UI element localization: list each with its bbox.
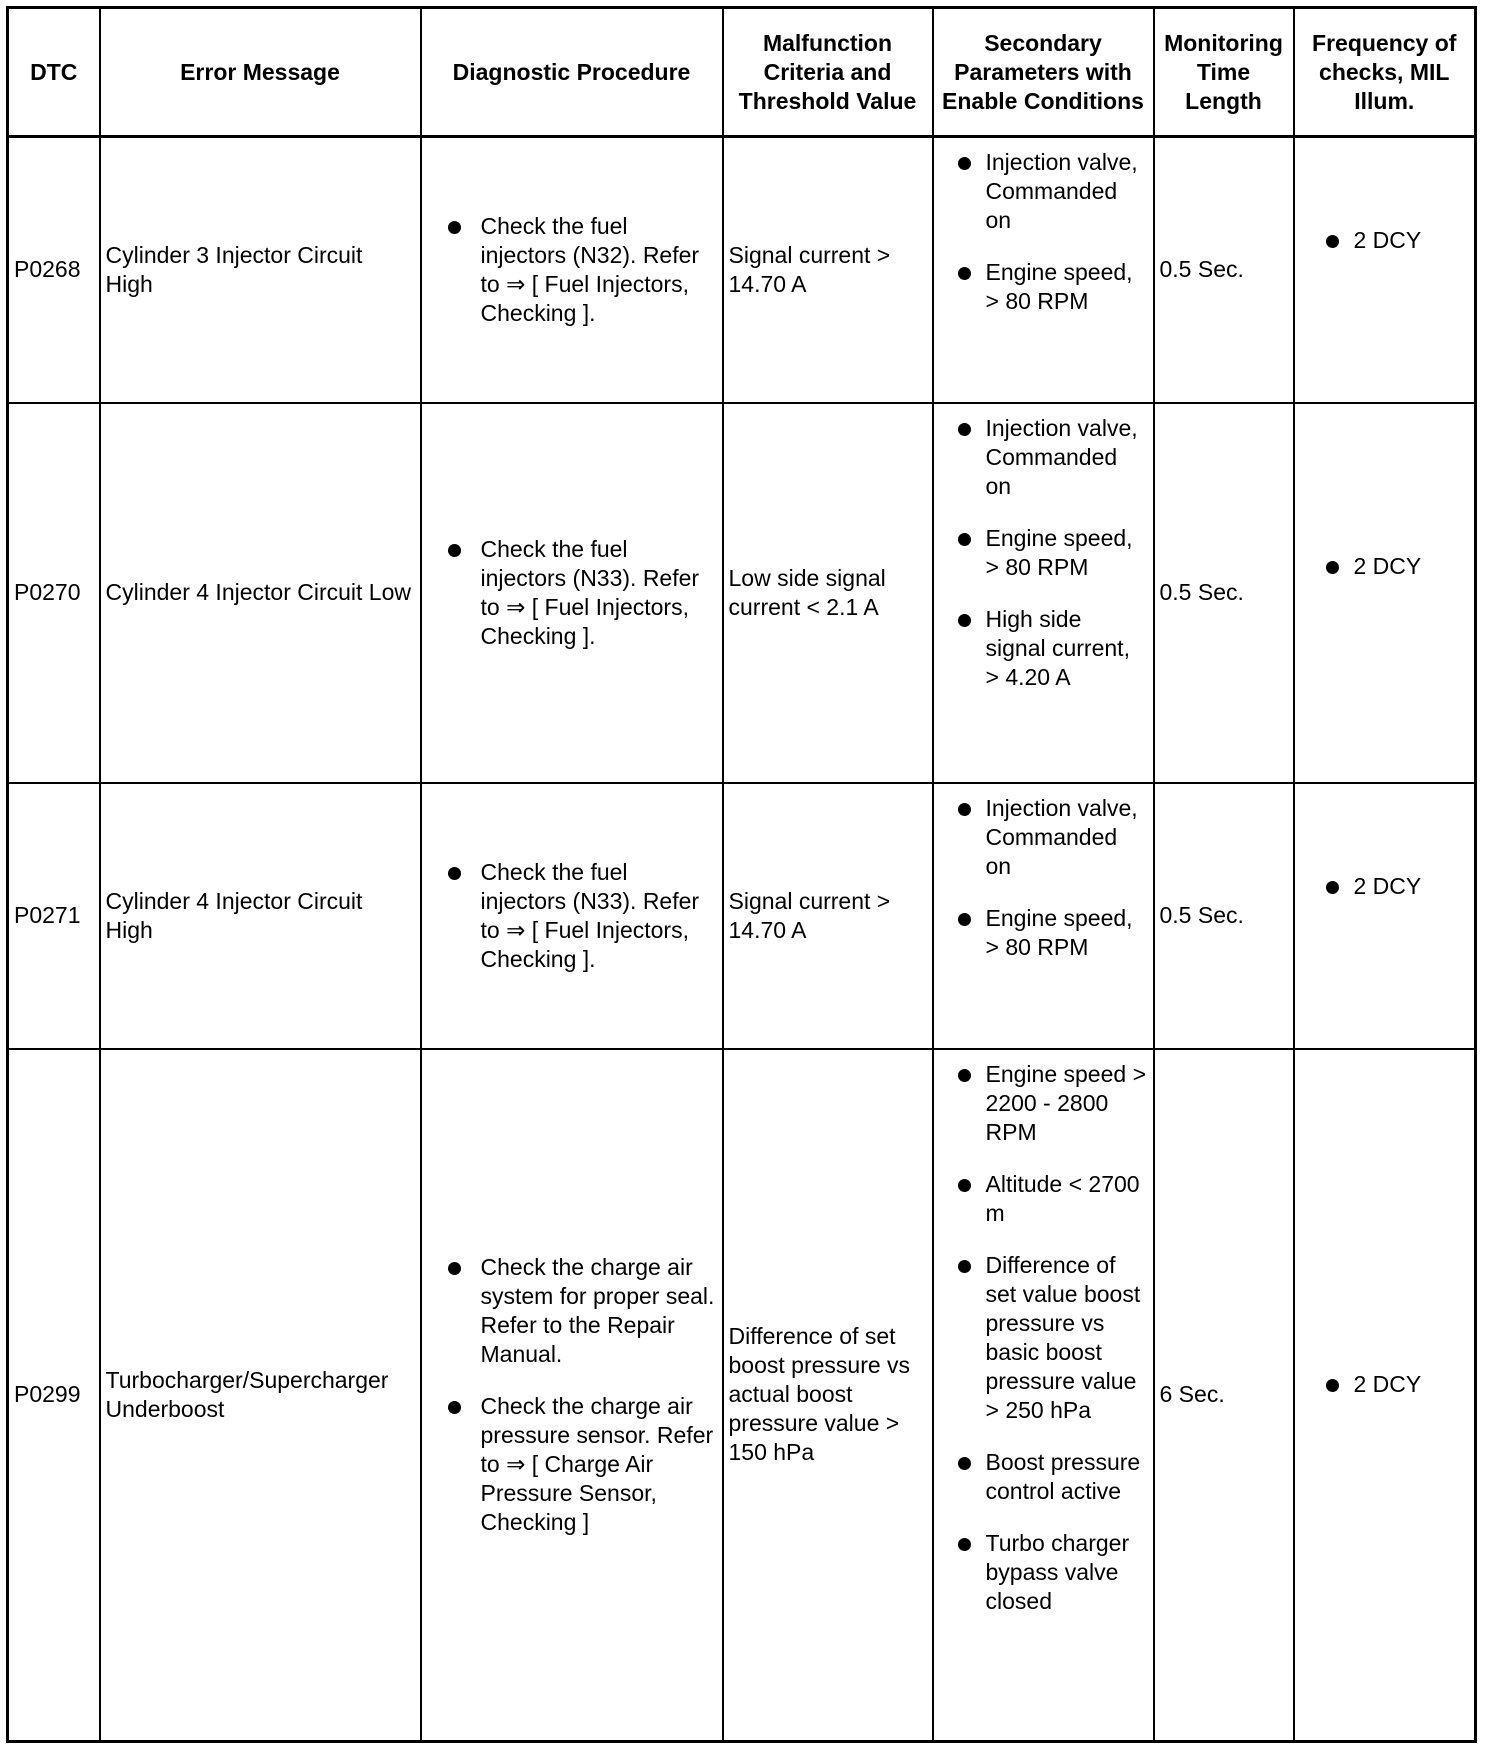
bullet-icon [1326, 235, 1339, 248]
malfunction-criteria: Signal current > 14.70 A [723, 137, 933, 403]
list-item [1300, 552, 1470, 581]
frequency [1294, 783, 1476, 1049]
list-item [1300, 1370, 1470, 1399]
secondary-parameter-text: Engine speed, > 80 RPM [985, 259, 1133, 314]
secondary-parameter-text: Injection valve, Commanded on [985, 414, 1138, 499]
malfunction-criteria: Signal current > 14.70 A [723, 783, 933, 1049]
secondary-parameters [933, 403, 1154, 783]
header-error-message: Error Message [100, 8, 421, 137]
error-message: Turbocharger/Supercharger Underboost [100, 1049, 421, 1742]
table-row [8, 1049, 1476, 1742]
malfunction-criteria: Low side signal current < 2.1 A [723, 403, 933, 783]
bullet-icon [448, 1262, 461, 1275]
secondary-parameter-text: High side signal current, > 4.20 A [985, 605, 1130, 690]
secondary-parameter-text: Boost pressure control active [985, 1448, 1141, 1504]
dtc-code: P0299 [8, 1049, 100, 1742]
bullet-icon [448, 867, 461, 880]
procedure-text: Check the charge air pressure sensor. Refer to ⇒ [ Charge Air Pressure Sensor, Checking ] [480, 1392, 714, 1535]
error-message: Cylinder 4 Injector Circuit High [100, 783, 421, 1049]
frequency [1294, 137, 1476, 403]
header-dtc: DTC [8, 8, 100, 137]
error-message: Cylinder 4 Injector Circuit Low [100, 403, 421, 783]
frequency-text: 2 DCY [1353, 552, 1422, 579]
bullet-icon [448, 1401, 461, 1414]
list-item [938, 524, 1147, 582]
bullet-icon [958, 1260, 971, 1273]
secondary-parameter-text: Engine speed, > 80 RPM [985, 524, 1133, 580]
bullet-icon [958, 1069, 971, 1082]
diagnostic-procedure [421, 403, 723, 783]
bullet-icon [958, 913, 971, 926]
bullet-icon [448, 544, 461, 557]
secondary-parameters [933, 137, 1154, 403]
diagnostic-procedure [421, 783, 723, 1049]
bullet-icon [958, 1179, 971, 1192]
bullet-icon [958, 1457, 971, 1470]
secondary-parameter-text: Engine speed > 2200 - 2800 RPM [985, 1060, 1146, 1145]
list-item [427, 1392, 717, 1537]
list-item [938, 1060, 1147, 1147]
secondary-parameter-text: Engine speed, > 80 RPM [985, 904, 1133, 960]
list-item [427, 858, 717, 974]
bullet-icon [958, 267, 971, 280]
diagnostic-procedure [421, 137, 723, 403]
list-item [1300, 226, 1470, 255]
bullet-icon [1326, 1379, 1339, 1392]
frequency [1294, 403, 1476, 783]
secondary-parameter-text: Injection valve, Commanded on [985, 794, 1138, 879]
list-item [427, 1253, 717, 1369]
table-row [8, 783, 1476, 1049]
bullet-icon [958, 157, 971, 170]
procedure-text: Check the charge air system for proper seal. Refer to the Repair Manual. [480, 1253, 715, 1367]
list-item [938, 794, 1147, 881]
list-item [938, 258, 1147, 316]
dtc-table [6, 6, 1477, 1743]
table-header-row [8, 8, 1476, 137]
monitoring-time: 0.5 Sec. [1154, 403, 1294, 783]
list-item [938, 1251, 1147, 1425]
dtc-code: P0271 [8, 783, 100, 1049]
list-item [938, 1170, 1147, 1228]
bullet-icon [958, 614, 971, 627]
monitoring-time: 6 Sec. [1154, 1049, 1294, 1742]
frequency-text: 2 DCY [1353, 872, 1422, 899]
list-item [938, 148, 1147, 235]
frequency-text: 2 DCY [1353, 1370, 1422, 1397]
monitoring-time: 0.5 Sec. [1154, 783, 1294, 1049]
malfunction-criteria: Difference of set boost pressure vs actual boost pressure value > 150 hPa [723, 1049, 933, 1742]
secondary-parameter-text: Injection valve, Commanded on [985, 149, 1138, 233]
header-frequency: Frequency of checks, MIL Illum. [1294, 8, 1476, 137]
bullet-icon [1326, 561, 1339, 574]
bullet-icon [958, 533, 971, 546]
header-monitoring-time: Monitoring Time Length [1154, 8, 1294, 137]
secondary-parameter-text: Turbo charger bypass valve closed [985, 1529, 1130, 1614]
list-item [938, 605, 1147, 692]
dtc-code: P0268 [8, 137, 100, 403]
list-item [1300, 872, 1470, 901]
header-malfunction-criteria: Malfunction Criteria and Threshold Value [723, 8, 933, 137]
frequency [1294, 1049, 1476, 1742]
procedure-text: Check the fuel injectors (N33). Refer to ⇒ [ Fuel Injectors, Checking ]. [480, 858, 700, 972]
secondary-parameters [933, 1049, 1154, 1742]
bullet-icon [448, 221, 461, 234]
list-item [427, 212, 717, 328]
bullet-icon [1326, 881, 1339, 894]
dtc-code: P0270 [8, 403, 100, 783]
bullet-icon [958, 1538, 971, 1551]
bullet-icon [958, 423, 971, 436]
frequency-text: 2 DCY [1353, 227, 1422, 253]
bullet-icon [958, 803, 971, 816]
diagnostic-procedure [421, 1049, 723, 1742]
table-row [8, 137, 1476, 403]
secondary-parameter-text: Difference of set value boost pressure vs basic boost pressure value > 250 hPa [985, 1251, 1141, 1423]
list-item [938, 1529, 1147, 1616]
table-row [8, 403, 1476, 783]
list-item [938, 414, 1147, 501]
header-secondary-parameters: Secondary Parameters with Enable Conditions [933, 8, 1154, 137]
header-diagnostic-procedure: Diagnostic Procedure [421, 8, 723, 137]
procedure-text: Check the fuel injectors (N32). Refer to ⇒ [ Fuel Injectors, Checking ]. [480, 212, 700, 326]
error-message: Cylinder 3 Injector Circuit High [100, 137, 421, 403]
monitoring-time: 0.5 Sec. [1154, 137, 1294, 403]
secondary-parameter-text: Altitude < 2700 m [985, 1170, 1140, 1226]
list-item [938, 1448, 1147, 1506]
list-item [938, 904, 1147, 962]
list-item [427, 535, 717, 651]
secondary-parameters [933, 783, 1154, 1049]
procedure-text: Check the fuel injectors (N33). Refer to ⇒ [ Fuel Injectors, Checking ]. [480, 535, 700, 649]
